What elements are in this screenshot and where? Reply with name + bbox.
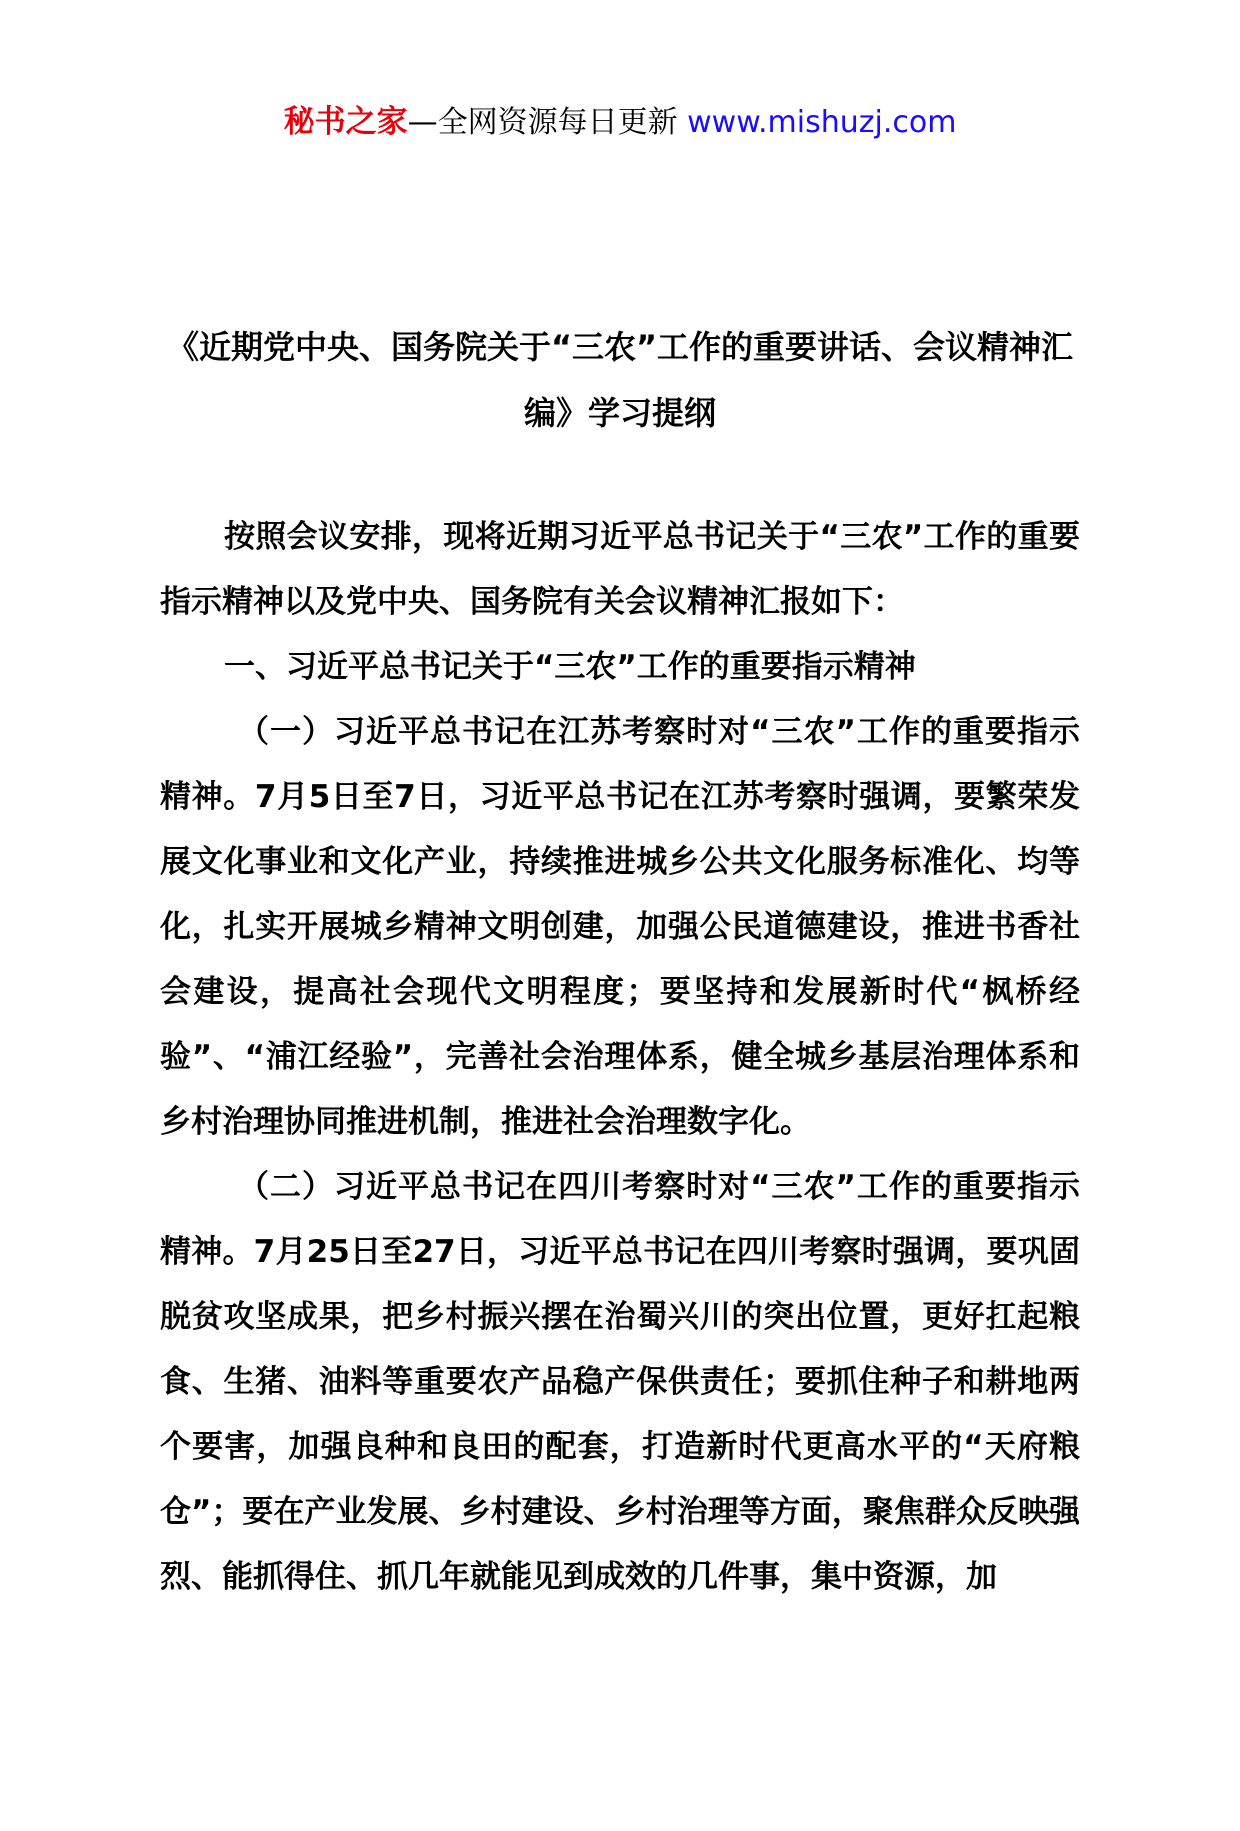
intro-paragraph: 按照会议安排，现将近期习近平总书记关于“三农”工作的重要指示精神以及党中央、国务院有关会议精神汇报如下：	[160, 519, 1080, 620]
site-slogan: —全网资源每日更新	[407, 105, 678, 140]
site-url-link[interactable]: www.mishuzj.com	[687, 105, 957, 140]
document-body	[160, 505, 1080, 1610]
section-heading: 一、习近平总书记关于“三农”工作的重要指示精神	[224, 649, 916, 685]
document-title: 《近期党中央、国务院关于“三农”工作的重要讲话、会议精神汇编》学习提纲	[166, 328, 1074, 432]
item-paragraph-2: （二）习近平总书记在四川考察时对“三农”工作的重要指示精神。7月25日至27日，习近平总书记在四川考察时强调，要巩固脱贫攻坚成果，把乡村振兴摆在治蜀兴川的突出位置，更好扛起粮食、生猪、油料等重要农产品稳产保供责任；要抓住种子和耕地两个要害，加强良种和良田的配套，打造新时代更高水平的“天府粮仓”；要在产业发展、乡村建设、乡村治理等方面，聚焦群众反映强烈、能抓得住、抓几年就能见到成效的几件事，集中资源，加	[160, 1169, 1080, 1595]
brand-name: 秘书之家	[283, 104, 408, 140]
site-header	[0, 100, 1240, 145]
item-paragraph-1: （一）习近平总书记在江苏考察时对“三农”工作的重要指示精神。7月5日至7日，习近平总书记在江苏考察时强调，要繁荣发展文化事业和文化产业，持续推进城乡公共文化服务标准化、均等化，扎实开展城乡精神文明创建，加强公民道德建设，推进书香社会建设，提高社会现代文明程度；要坚持和发展新时代“枫桥经验”、“浦江经验”，完善社会治理体系，健全城乡基层治理体系和乡村治理协同推进机制，推进社会治理数字化。	[160, 714, 1080, 1140]
